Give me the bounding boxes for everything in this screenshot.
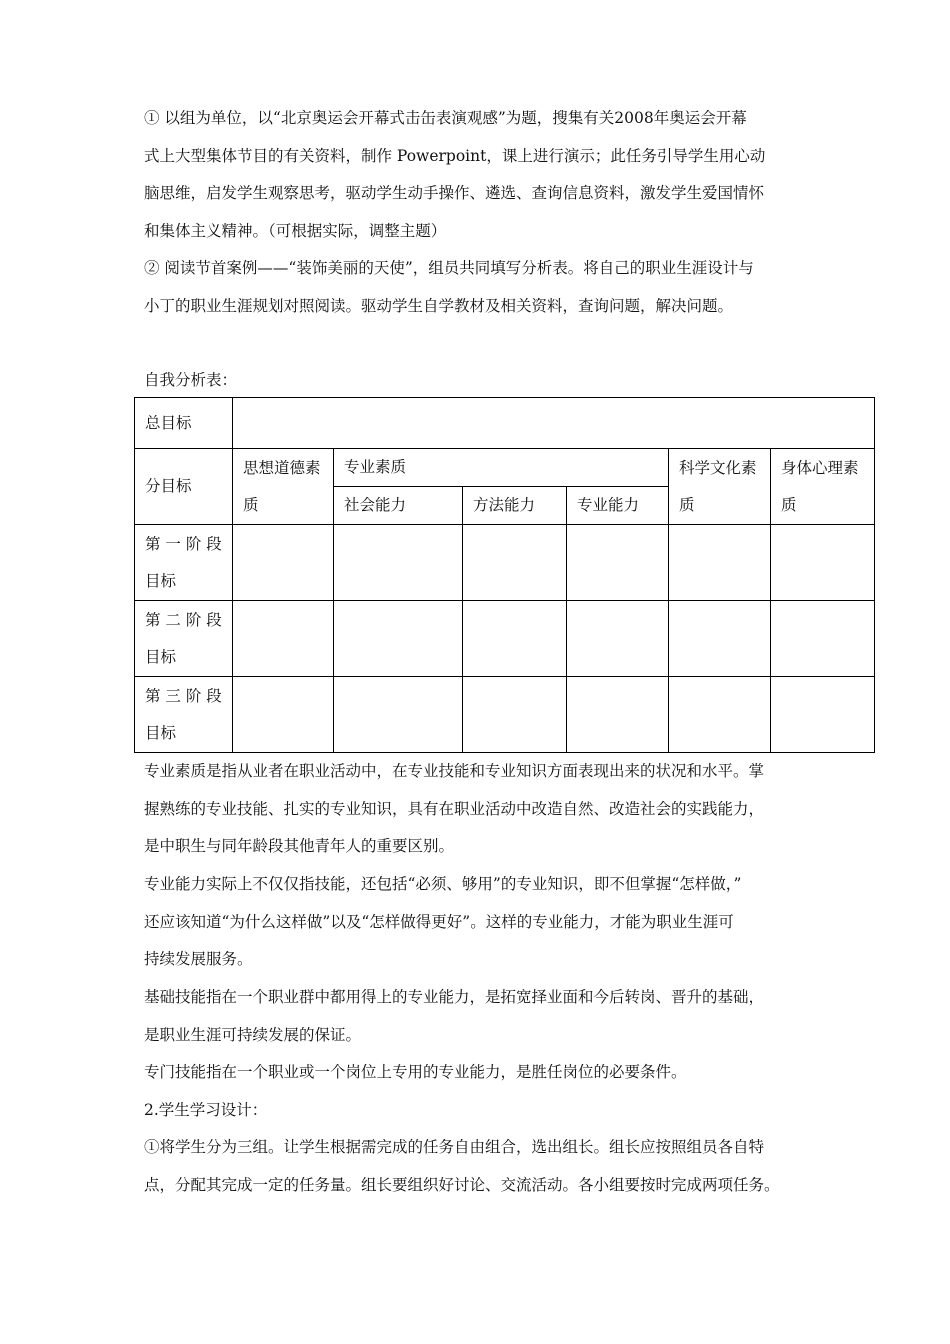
header-text: 质 [781, 495, 797, 514]
paragraph-task-one [144, 100, 834, 250]
table-cell [334, 601, 463, 677]
table-cell [463, 525, 567, 601]
table-cell [771, 525, 875, 601]
header-text: 科学文化素 [679, 458, 757, 477]
table-row-stage-two [135, 601, 875, 677]
table-cell [771, 677, 875, 753]
paragraph-line: 脑思维，启发学生观察思考，驱动学生动手操作、遴选、查询信息资料，激发学生爱国情怀 [144, 184, 765, 202]
paragraph-line: 是职业生涯可持续发展的保证。 [144, 1025, 362, 1044]
paragraph-student-design [144, 1129, 834, 1204]
stage-text: 第 一 阶 段 [145, 534, 222, 553]
header-text: 身体心理素 [781, 458, 859, 477]
table-cell [771, 601, 875, 677]
paragraph-line: 基础技能指在一个职业群中都用得上的专业能力，是拓宽择业面和今后转岗、晋升的基础， [144, 988, 765, 1006]
professional-quality-header: 专业素质 [334, 449, 669, 487]
paragraph-line: 还应该知道“为什么这样做”以及“怎样做得更好”。这样的专业能力，才能为职业生涯可 [144, 912, 734, 931]
body-mind-header [771, 449, 875, 525]
paragraph-line: ① 以组为单位，以“北京奥运会开幕式击缶表演观感”为题，搜集有关2008年奥运会开幕 [144, 109, 747, 127]
table-cell [567, 601, 669, 677]
science-culture-header [669, 449, 771, 525]
table-cell [669, 601, 771, 677]
table-row-stage-three [135, 677, 875, 753]
paragraph-line: 小丁的职业生涯规划对照阅读。驱动学生自学教材及相关资料，查询问题，解决问题。 [144, 296, 734, 315]
header-text: 思想道德素 [243, 458, 321, 477]
section-heading: 2.学生学习设计： [144, 1101, 268, 1119]
table-cell [463, 601, 567, 677]
paragraph-task-two [144, 250, 834, 325]
paragraph-line: 专业能力实际上不仅仅指技能，还包括“必须、够用”的专业知识，即不但掌握“怎样做，” [144, 875, 742, 893]
total-goal-cell [233, 398, 875, 449]
social-ability-header: 社会能力 [334, 487, 463, 525]
sub-goal-label: 分目标 [135, 449, 233, 525]
paragraph-line: ①将学生分为三组。让学生根据需完成的任务自由组合，选出组长。组长应按照组员各自特 [144, 1138, 765, 1156]
method-ability-header: 方法能力 [463, 487, 567, 525]
header-text: 质 [243, 495, 259, 514]
table-cell [669, 525, 771, 601]
table-cell [567, 525, 669, 601]
moral-quality-header [233, 449, 334, 525]
stage-two-label [135, 601, 233, 677]
paragraph-line: 点，分配其完成一定的任务量。组长要组织好讨论、交流活动。各小组要按时完成两项任务。 [144, 1175, 780, 1194]
paragraph-line: 持续发展服务。 [144, 950, 253, 968]
paragraph-professional-quality [144, 753, 834, 866]
paragraph-line: ② 阅读节首案例——“装饰美丽的天使”，组员共同填写分析表。将自己的职业生涯设计与 [144, 259, 754, 277]
stage-text: 目标 [145, 647, 177, 666]
paragraph-line: 和集体主义精神。（可根据实际，调整主题） [144, 221, 447, 240]
table-cell [334, 525, 463, 601]
table-row-stage-one [135, 525, 875, 601]
table-cell [233, 525, 334, 601]
table-cell [334, 677, 463, 753]
table-cell [233, 601, 334, 677]
stage-text: 目标 [145, 571, 177, 590]
table-caption: 自我分析表： [144, 371, 238, 389]
paragraph-professional-ability [144, 866, 834, 979]
table-cell [669, 677, 771, 753]
table-cell [233, 677, 334, 753]
paragraph-line: 式上大型集体节目的有关资料，制作 Powerpoint，课上进行演示；此任务引导学生用心动 [144, 146, 766, 165]
total-goal-label: 总目标 [135, 398, 233, 449]
paragraph-line: 专业素质是指从业者在职业活动中，在专业技能和专业知识方面表现出来的状况和水平。掌 [144, 762, 765, 780]
table-cell [567, 677, 669, 753]
table-row-sub-goal-header [135, 449, 875, 487]
specialty-ability-header: 专业能力 [567, 487, 669, 525]
table-cell [463, 677, 567, 753]
paragraph-line: 专门技能指在一个职业或一个岗位上专用的专业能力，是胜任岗位的必要条件。 [144, 1063, 687, 1081]
paragraph-line: 握熟练的专业技能、扎实的专业知识，具有在职业活动中改造自然、改造社会的实践能力， [144, 799, 765, 818]
stage-text: 目标 [145, 723, 177, 742]
self-analysis-table [134, 397, 875, 753]
stage-text: 第 三 阶 段 [145, 686, 222, 705]
paragraph-special-skills [144, 1054, 834, 1092]
paragraph-basic-skills [144, 979, 834, 1054]
table-row-total-goal [135, 398, 875, 449]
header-text: 质 [679, 495, 695, 514]
paragraph-line: 是中职生与同年龄段其他青年人的重要区别。 [144, 837, 455, 855]
stage-text: 第 二 阶 段 [145, 610, 222, 629]
stage-one-label [135, 525, 233, 601]
stage-three-label [135, 677, 233, 753]
